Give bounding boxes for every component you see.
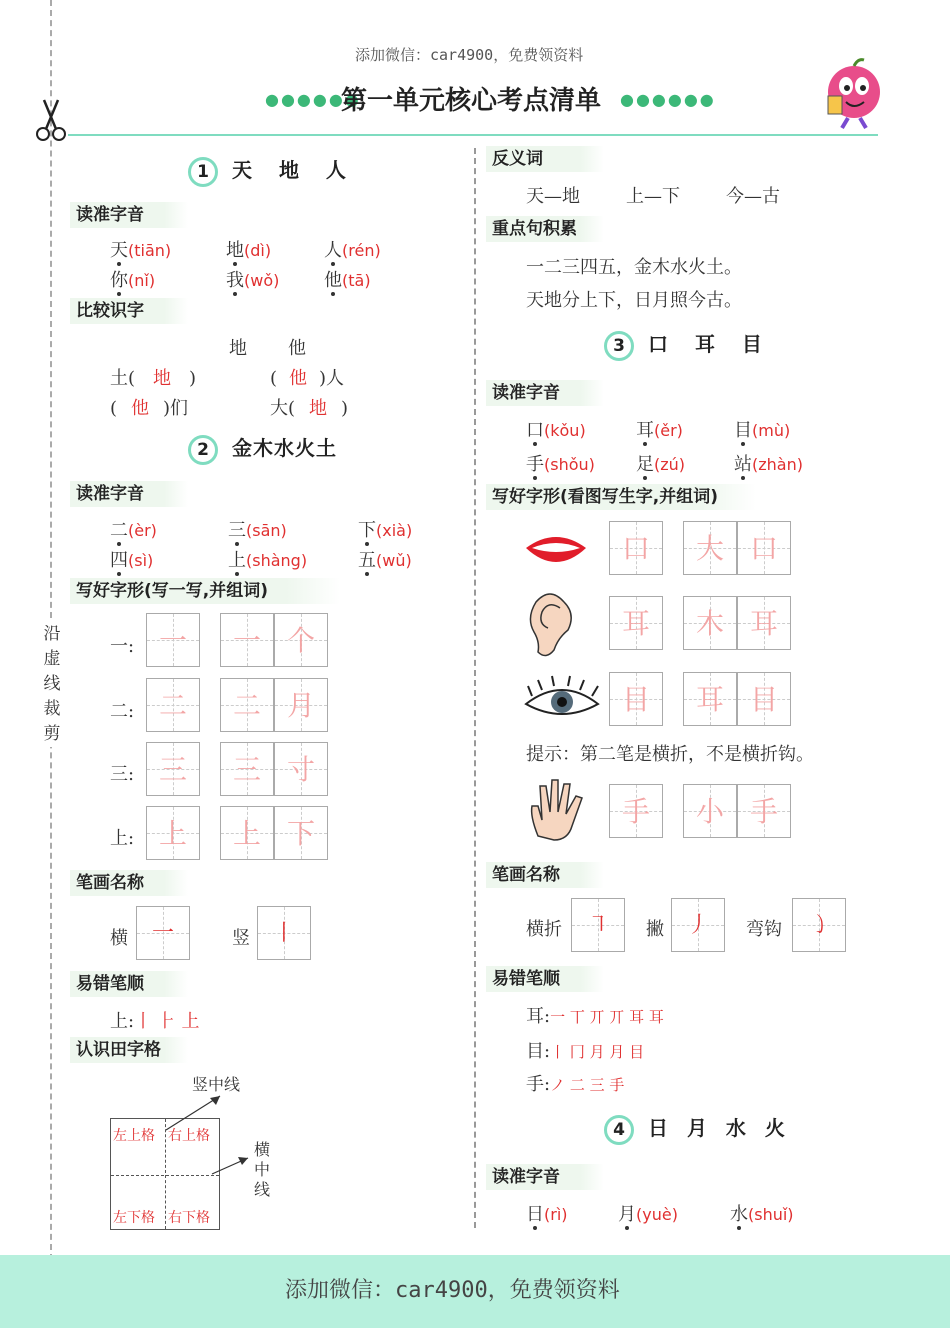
char-box: 个 [274,613,328,667]
antonym-pair: 天—地 [526,186,580,207]
char-box: 月 [274,678,328,732]
writing-row-label: 一: [110,636,135,657]
hand-icon [524,776,588,844]
cut-char: 裁 [43,699,61,719]
char-box: 大 [683,521,737,575]
pinyin-item: 五(wǔ) [358,546,412,572]
key-sentence: 天地分上下，日月照今古。 [526,290,742,311]
section-writing: 写好字形(写一写,并组词) [70,578,340,604]
char-box: 木 [683,596,737,650]
writing-row-label: 三: [110,764,135,785]
lesson-number: 3 [604,331,634,361]
ear-icon [524,590,576,660]
pinyin-item: 他(tā) [324,266,371,292]
char-box: 二 [220,678,274,732]
key-sentence: 一二三四五，金木水火土。 [526,257,742,278]
header-divider [68,134,878,136]
char-box: 上 [220,806,274,860]
char-box: 三 [146,742,200,796]
watermark-bottom: 添加微信：car4900，免费领资料 [285,1278,620,1303]
section-pronunciation: 读准字音 [70,202,188,228]
char-box: 口 [609,521,663,575]
section-sentences: 重点句积累 [486,216,604,242]
compare-head: 地 [229,338,247,359]
lesson-4-heading [604,1112,791,1145]
stroke-box: ㇕ [571,898,625,952]
section-stroke-order: 易错笔顺 [486,966,604,992]
pinyin-item: 目(mù) [734,416,790,442]
page-title-row [265,80,716,116]
pinyin-item: 下(xià) [358,516,412,542]
lesson-number: 2 [188,435,218,465]
section-antonyms: 反义词 [486,146,604,172]
stroke-order: 耳:一 丅 丌 丌 耳 耳 [526,1006,664,1027]
section-pronunciation: 读准字音 [70,481,188,507]
antonym-pair: 上—下 [626,186,680,207]
grid-top-left: 左上格 [113,1128,155,1144]
writing-row-label: 二: [110,701,135,722]
section-tian-grid: 认识田字格 [70,1037,188,1063]
pinyin-item: 站(zhàn) [734,450,803,476]
stroke-box: ㇁ [792,898,846,952]
pinyin-item: 日(rì) [526,1200,568,1226]
pinyin-item: 人(rén) [324,236,381,262]
grid-vertical-label: 竖中线 [192,1075,241,1094]
char-box: 目 [609,672,663,726]
writing-row-label: 上: [110,828,135,849]
char-box: 耳 [737,596,791,650]
lesson-3-heading [604,328,772,361]
eye-icon [522,674,602,726]
cut-char: 沿 [43,624,61,644]
pinyin-item: 上(shàng) [228,546,307,572]
lesson-title: 金木水火土 [232,436,337,460]
pinyin-item: 四(sì) [110,546,153,572]
lesson-number: 4 [604,1115,634,1145]
pinyin-item: 你(nǐ) [110,266,155,292]
compare-item: 土( 地 ) [110,368,197,389]
stroke-name: 弯钩 [746,919,782,940]
pinyin-item: 足(zú) [636,450,685,476]
lesson-title: 口 耳 目 [648,332,772,356]
char-box: 下 [274,806,328,860]
pinyin-item: 手(shǒu) [526,450,595,476]
pinyin-item: 三(sān) [228,516,287,542]
grid-arrows [160,1090,260,1180]
compare-item: 大( 地 ) [270,398,349,419]
lesson-number: 1 [188,157,218,187]
lesson-title: 日 月 水 火 [648,1116,791,1140]
char-box: 手 [737,784,791,838]
char-box: 耳 [683,672,737,726]
pinyin-item: 水(shuǐ) [730,1200,794,1226]
lesson-1-heading [188,154,356,187]
stroke-order: 上:丨 ⺊ 上 [110,1011,200,1032]
grid-top-right: 右上格 [168,1128,210,1144]
stroke-name: 撇 [646,919,664,940]
title-dots-right: ●●●●●● [620,90,716,109]
antonym-pair: 今—古 [726,186,780,207]
cut-char: 线 [43,674,61,694]
watermark-top: 添加微信：car4900，免费领资料 [355,46,584,64]
stroke-box: 一 [136,906,190,960]
char-box: 上 [146,806,200,860]
stroke-name: 横 [110,928,128,949]
stroke-box: 丿 [671,898,725,952]
cut-char: 虚 [43,649,61,669]
section-pronunciation: 读准字音 [486,380,604,406]
char-box: 寸 [274,742,328,796]
scissors-icon [34,98,68,142]
char-box: 耳 [609,596,663,650]
pinyin-item: 二(èr) [110,516,157,542]
char-box: 三 [220,742,274,796]
char-box: 手 [609,784,663,838]
pinyin-item: 地(dì) [226,236,271,262]
pinyin-item: 口(kǒu) [526,416,586,442]
char-box: 二 [146,678,200,732]
title-dots-left: ●●●●●● [265,90,361,109]
page-title: 第一单元核心考点清单 [341,86,602,116]
compare-item: ( 他 )人 [270,368,345,389]
stroke-name: 竖 [232,928,250,949]
apple-mascot-icon [818,56,884,130]
stroke-name: 横折 [526,919,562,940]
stroke-order: 目:丨 冂 月 月 目 [526,1041,645,1062]
mouth-icon [522,524,590,574]
pinyin-item: 月(yuè) [618,1200,678,1226]
char-box: 一 [220,613,274,667]
pinyin-item: 耳(ěr) [636,416,683,442]
section-stroke-order: 易错笔顺 [70,971,188,997]
grid-bottom-left: 左下格 [113,1210,155,1226]
section-pronunciation: 读准字音 [486,1164,604,1190]
writing-hint: 提示：第二笔是横折，不是横折钩。 [526,744,814,765]
grid-horizontal-label: 横 中 线 [254,1140,271,1199]
column-divider [474,148,476,1228]
footer-banner [0,1255,950,1328]
compare-item: ( 他 )们 [110,398,189,419]
section-writing: 写好字形(看图写生字,并组词) [486,484,756,510]
cut-instruction [41,622,63,747]
char-box: 一 [146,613,200,667]
compare-head: 他 [288,338,306,359]
pinyin-item: 我(wǒ) [226,266,279,292]
grid-bottom-right: 右下格 [168,1210,210,1226]
stroke-order: 手:ノ 二 三 手 [526,1074,625,1095]
char-box: 口 [737,521,791,575]
char-box: 小 [683,784,737,838]
lesson-2-heading [188,432,337,465]
pinyin-item: 天(tiān) [110,236,171,262]
lesson-title: 天 地 人 [232,158,356,182]
cut-char: 剪 [43,724,61,744]
section-compare: 比较识字 [70,298,188,324]
section-stroke-names: 笔画名称 [486,862,604,888]
stroke-box: 丨 [257,906,311,960]
section-stroke-names: 笔画名称 [70,870,188,896]
char-box: 目 [737,672,791,726]
